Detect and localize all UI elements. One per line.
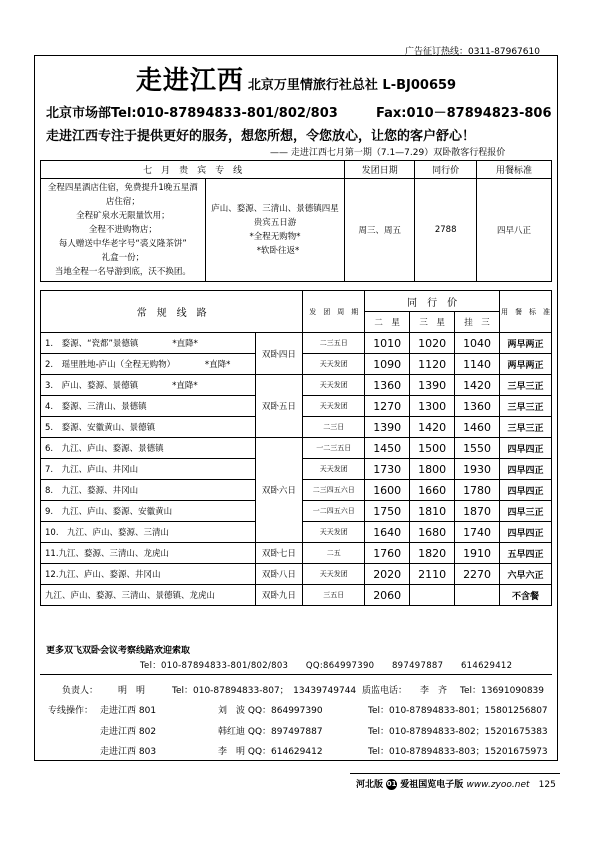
vip-dates: 周三、周五 (345, 179, 415, 282)
title-row (34, 60, 558, 97)
price-gua3: 1930 (455, 459, 500, 480)
route-name: 12.九江、庐山、婺源、井冈山 (41, 564, 256, 585)
ops-label: 专线操作： (48, 706, 94, 716)
price-gua3: 1140 (455, 354, 500, 375)
price-3star: 1680 (410, 522, 455, 543)
price-2star: 1750 (365, 501, 410, 522)
price-2star: 1010 (365, 333, 410, 354)
departure-days: 二五 (303, 543, 365, 564)
more-routes: 更多双飞双卧会议考察线路欢迎索取 (46, 646, 191, 656)
price-gua3: 1740 (455, 522, 500, 543)
page-number: 125 (538, 780, 556, 790)
price-2star: 2020 (365, 564, 410, 585)
website-link[interactable]: www.zyoo.net (466, 780, 530, 790)
route-name: 6. 九江、庐山、婺源、景德镇 (41, 438, 256, 459)
star3-header: 三 星 (410, 312, 455, 333)
departure-days: 一二四五六日 (303, 501, 365, 522)
price-2star: 1390 (365, 417, 410, 438)
price-2star: 1760 (365, 543, 410, 564)
vip-meals: 四早八正 (477, 179, 552, 282)
ops-tel: Tel：010-87894833-803；15201675973 (368, 747, 548, 757)
ops-office: 走进江西 801 (100, 706, 157, 716)
vip-header: 七 月 贵 宾 专 线 (41, 161, 345, 179)
trip-type: 双卧九日 (255, 585, 303, 606)
ops-person: 李 明 QQ：614629412 (218, 747, 323, 757)
badge-icon: 01 (386, 780, 397, 788)
table-row (41, 333, 552, 354)
meal-standard: 四早四正 (500, 480, 552, 501)
meal-standard: 两早两正 (500, 333, 552, 354)
vip-price: 2788 (415, 179, 477, 282)
route-name: 10. 九江、庐山、婺源、三清山 (41, 522, 256, 543)
price-3star: 2110 (410, 564, 455, 585)
issue-note: —— 走进江西七月第一期（7.1—7.29）双卧散客行程报价 (270, 148, 506, 158)
departure-days: 二三四五六日 (303, 480, 365, 501)
ops-tel: Tel：010-87894833-802；15201675383 (368, 727, 548, 737)
departure-days: 天天发团 (303, 459, 365, 480)
table-row (41, 438, 552, 459)
fax: Fax:010－87894823-806 (376, 106, 552, 121)
price-2star: 1090 (365, 354, 410, 375)
slogan: 走进江西专注于提供更好的服务，想您所想，令您放心，让您的客户舒心！ (46, 129, 476, 144)
agency-name: 北京万里情旅行社总社 L-BJ00659 (247, 78, 457, 93)
footer (356, 777, 556, 790)
meal-standard: 四早三正 (500, 501, 552, 522)
meal-standard: 两早两正 (500, 354, 552, 375)
manager-tel: Tel：010-87894833-807； 13439749744 (172, 686, 357, 696)
meal-standard: 不含餐 (500, 585, 552, 606)
price-3star: 1120 (410, 354, 455, 375)
publication-name: 爱祖国览电子版 (400, 780, 464, 790)
ad-hotline: 广告征订热线：0311-87967610 (405, 47, 540, 57)
trip-type: 双卧五日 (255, 375, 303, 438)
departure-days: 天天发团 (303, 564, 365, 585)
price-gua3: 1420 (455, 375, 500, 396)
manager-name: 明 明 (118, 686, 146, 696)
price-gua3 (455, 585, 500, 606)
price-gua3: 2270 (455, 564, 500, 585)
route-name: 3. 庐山、婺源、景德镇 *直降* (41, 375, 256, 396)
trip-type: 双卧六日 (255, 438, 303, 543)
route-name: 11.九江、婺源、三清山、龙虎山 (41, 543, 256, 564)
price-2star: 1360 (365, 375, 410, 396)
price-3star: 1800 (410, 459, 455, 480)
regular-title: 常 规 线 路 (41, 291, 303, 333)
footer-rule (350, 773, 560, 774)
meal-standard: 四早四正 (500, 459, 552, 480)
route-name: 九江、庐山、婺源、三清山、景德镇、龙虎山 (41, 585, 256, 606)
route-name: 4. 婺源、三清山、景德镇 (41, 396, 256, 417)
regular-table (40, 290, 552, 606)
price-gua3: 1780 (455, 480, 500, 501)
route-name: 8. 九江、婺源、井冈山 (41, 480, 256, 501)
departure-days: 二三日 (303, 417, 365, 438)
price-3star: 1300 (410, 396, 455, 417)
market-tel: 北京市场部Tel:010-87894833-801/802/803 (46, 106, 338, 121)
vip-dates-header: 发团日期 (345, 161, 415, 179)
star-gua3-header: 挂 三 (455, 312, 500, 333)
more-contact: Tel：010-87894833-801/802/803 QQ:864997390 897497887 614629412 (140, 661, 513, 671)
price-2star: 2060 (365, 585, 410, 606)
table-row (41, 564, 552, 585)
trip-type: 双卧七日 (255, 543, 303, 564)
vip-features: 全程四星酒店住宿，免费提升1晚五星酒店住宿； 全程矿泉水无限量饮用； 全程不进购物店； 每人赠送中华老字号“裘义隆茶饼” 礼盒一份； 当地全程一名导游到底，沃不换团。 (41, 179, 206, 282)
price-2star: 1600 (365, 480, 410, 501)
contact-line (46, 102, 552, 121)
vip-table (40, 160, 552, 282)
edition: 河北版 (356, 780, 384, 790)
price-2star: 1640 (365, 522, 410, 543)
price-2star: 1730 (365, 459, 410, 480)
brand-title: 走进江西 (135, 66, 244, 96)
price-gua3: 1550 (455, 438, 500, 459)
price-header: 同 行 价 (365, 291, 500, 312)
departure-days: 三五日 (303, 585, 365, 606)
route-name: 1. 婺源、“瓷都”景德镇 *直降* (41, 333, 256, 354)
departure-days: 天天发团 (303, 396, 365, 417)
route-name: 2. 瑶里胜地-庐山（全程无购物） *直降* (41, 354, 256, 375)
meal-standard: 三早三正 (500, 417, 552, 438)
ops-tel: Tel：010-87894833-801；15801256807 (368, 706, 548, 716)
vip-meal-header: 用餐标准 (477, 161, 552, 179)
price-2star: 1270 (365, 396, 410, 417)
departure-days: 天天发团 (303, 375, 365, 396)
price-3star: 1390 (410, 375, 455, 396)
manager-label: 负责人： (62, 686, 99, 696)
ops-office: 走进江西 803 (100, 747, 157, 757)
route-name: 9. 九江、庐山、婺源、安徽黄山 (41, 501, 256, 522)
departure-days: 二三五日 (303, 333, 365, 354)
meal-standard: 五早四正 (500, 543, 552, 564)
price-gua3: 1870 (455, 501, 500, 522)
price-2star: 1450 (365, 438, 410, 459)
table-row (41, 585, 552, 606)
price-3star: 1420 (410, 417, 455, 438)
price-3star: 1810 (410, 501, 455, 522)
price-gua3: 1460 (455, 417, 500, 438)
ops-person: 刘 波 QQ：864997390 (218, 706, 323, 716)
star2-header: 二 星 (365, 312, 410, 333)
route-name: 7. 九江、庐山、井冈山 (41, 459, 256, 480)
meal-standard: 四早四正 (500, 522, 552, 543)
price-gua3: 1910 (455, 543, 500, 564)
price-3star: 1820 (410, 543, 455, 564)
departure-days: 天天发团 (303, 522, 365, 543)
trip-type: 双卧八日 (255, 564, 303, 585)
meal-header: 用 餐 标 准 (500, 291, 552, 333)
meal-standard: 三早三正 (500, 396, 552, 417)
meal-standard: 四早四正 (500, 438, 552, 459)
price-3star: 1500 (410, 438, 455, 459)
price-3star (410, 585, 455, 606)
price-3star: 1660 (410, 480, 455, 501)
ops-person: 韩红迪 QQ：897497887 (218, 727, 323, 737)
price-gua3: 1360 (455, 396, 500, 417)
meal-standard: 三早三正 (500, 375, 552, 396)
trip-type: 双卧四日 (255, 333, 303, 375)
vip-price-header: 同行价 (415, 161, 477, 179)
departure-days: 一二三五日 (303, 438, 365, 459)
departure-header: 发 团 周 期 (303, 291, 365, 333)
table-row (41, 543, 552, 564)
qa-name: 李 齐 (420, 686, 448, 696)
vip-route: 庐山、婺源、三清山、景德镇四星贵宾五日游 *全程无购物* *软卧往返* (205, 179, 345, 282)
route-name: 5. 婺源、安徽黄山、景德镇 (41, 417, 256, 438)
qa-label: 质监电话： (362, 686, 408, 696)
divider (40, 674, 552, 675)
departure-days: 天天发团 (303, 354, 365, 375)
qa-tel: Tel：13691090839 (460, 686, 544, 696)
ops-office: 走进江西 802 (100, 727, 157, 737)
price-3star: 1020 (410, 333, 455, 354)
table-row (41, 375, 552, 396)
price-gua3: 1040 (455, 333, 500, 354)
meal-standard: 六早六正 (500, 564, 552, 585)
